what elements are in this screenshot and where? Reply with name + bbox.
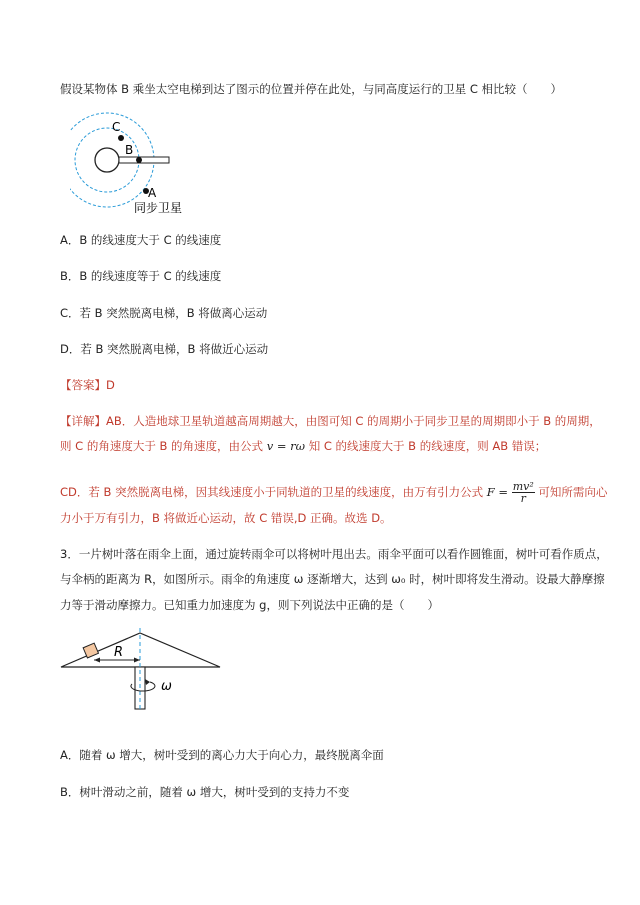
label-a: A [148,186,157,200]
q2-option-a: A．B 的线速度大于 C 的线速度 [60,233,222,247]
q3-stem-line-2: 与伞柄的距离为 R，如图所示。雨伞的角速度 ω 逐渐增大，达到 ω₀ 时，树叶即将发生滑动。设最大静摩擦 [60,572,605,586]
formula-f-lhs: F = [486,485,509,499]
q2-stem: 假设某物体 B 乘坐太空电梯到达了图示的位置并停在此处，与同高度运行的卫星 C 相比较（ ） [60,82,563,96]
detail-tag: 【详解】 [60,414,106,428]
detail-line2-pre: 则 C 的角速度大于 B 的角速度，由公式 [60,439,264,453]
label-omega: ω [161,679,172,694]
detail-line1-text: AB．人造地球卫星轨道越高周期越大，由图可知 C 的周期小于同步卫星的周期即小于 B 的周期， [106,414,601,428]
point-c [118,135,124,141]
rotation-arrow-icon [145,679,150,685]
detail-line3-pre: CD．若 B 突然脱离电梯，因其线速度小于同轨道的卫星的线速度，由万有引力公式 [60,485,484,499]
q2-option-d: D．若 B 突然脱离电梯，B 将做近心运动 [60,342,269,356]
point-b [136,157,142,163]
answer-line [60,377,115,393]
label-b: B [125,143,134,157]
answer-value: D [106,378,115,392]
orbit-figure [70,108,200,220]
formula-v-r-omega: v = rω [266,439,306,453]
earth-circle [95,148,119,172]
q3-option-a: A．随着 ω 增大，树叶受到的离心力大于向心力，最终脱离伞面 [60,748,384,762]
label-r: R [114,645,124,660]
q3-stem-line-3: 力等于滑动摩擦力。已知重力加速度为 g，则下列说法中正确的是（ ） [60,598,439,612]
detail-line-1 [60,413,601,429]
detail-line-3 [60,481,607,504]
figure-caption: 同步卫星 [134,201,183,215]
formula-fraction [512,481,535,504]
q3-option-b: B．树叶滑动之前，随着 ω 增大，树叶受到的支持力不变 [60,785,350,799]
detail-line-4: 力小于万有引力，B 将做近心运动，故 C 错误,D 正确。故选 D。 [60,511,392,525]
formula-numerator: mv² [512,480,534,493]
q2-option-b: B．B 的线速度等于 C 的线速度 [60,269,222,283]
detail-line2-post: 知 C 的线速度大于 B 的线速度，则 AB 错误； [308,439,547,453]
label-c: C [112,120,121,134]
q3-stem-line-1: 3．一片树叶落在雨伞上面，通过旋转雨伞可以将树叶甩出去。雨伞平面可以看作圆锥面，树叶可看作质点， [60,547,608,561]
detail-line3-post: 可知所需向心 [538,485,608,499]
formula-denominator: r [520,492,526,505]
umbrella-figure [58,628,228,714]
answer-tag: 【答案】 [60,378,106,392]
space-elevator [119,157,169,163]
q2-option-c: C．若 B 突然脱离电梯，B 将做离心运动 [60,306,268,320]
detail-line-2 [60,438,546,454]
